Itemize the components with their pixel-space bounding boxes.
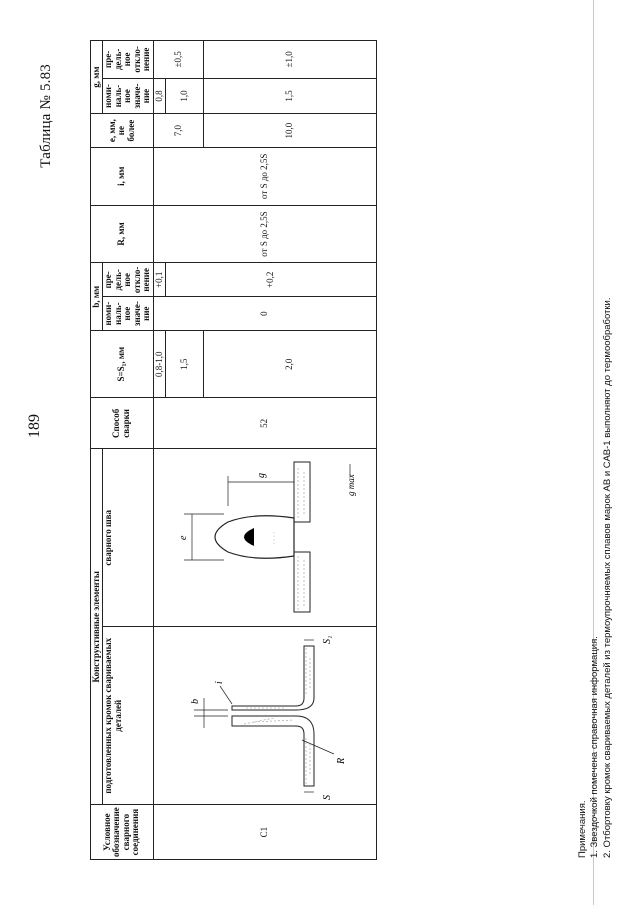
header-r: R, мм — [91, 205, 154, 263]
header-e: e, мм, не более — [91, 114, 154, 148]
weld-right-plate — [294, 462, 310, 522]
label-b: b — [189, 698, 201, 704]
note-2: 2. Отбортовку кромок свариваемых деталей из термоупрочняемых сплавов марок АВ и САВ-1 выполняют до термообработки. — [601, 297, 613, 858]
header-edges: подготовленных кромок свариваемых деталей — [103, 627, 153, 805]
cell-e-1: 7,0 — [153, 114, 203, 148]
weld-bead — [215, 516, 294, 559]
radius-leader — [302, 740, 334, 754]
cell-b-deviation-2: +0,2 — [166, 263, 377, 297]
cell-e-2: 10,0 — [204, 114, 377, 148]
cell-s-2: 1,5 — [166, 331, 204, 398]
cell-s-1: 0,8-1,0 — [153, 331, 165, 398]
left-flanged-plate — [232, 716, 314, 786]
edges-sketch-cell — [153, 627, 376, 805]
header-g: g, мм — [91, 41, 103, 114]
label-e: e — [177, 535, 189, 540]
right-flanged-plate — [232, 646, 314, 710]
data-row-sub-1 — [153, 41, 165, 860]
label-s: S — [321, 794, 333, 800]
header-b: b, мм — [91, 263, 103, 331]
rotated-table-block — [35, 40, 625, 860]
cell-i: от S до 2,5S — [153, 147, 376, 205]
header-weld: сварного шва — [103, 449, 153, 627]
cell-s-3: 2,0 — [204, 331, 377, 398]
weld-bead-texture — [244, 528, 274, 546]
cell-designation: C1 — [153, 805, 376, 860]
right-plate-hatch — [246, 648, 310, 708]
header-s: S=S₁, мм — [91, 331, 154, 398]
i-leader — [220, 686, 232, 704]
cell-g-nominal-3: 1,5 — [204, 78, 377, 114]
cell-g-deviation-2: ±1,0 — [204, 41, 377, 79]
cell-b-deviation-1: +0,1 — [153, 263, 165, 297]
table-wrap — [90, 40, 377, 860]
header-designation: Условное обозначение сварного соединения — [91, 805, 154, 860]
cell-method: 52 — [153, 398, 376, 449]
weld-sketch — [154, 450, 374, 626]
label-i: i — [213, 680, 225, 684]
header-b-deviation: пре-дель-ное откло-нение — [103, 263, 153, 297]
label-g-max: g max — [345, 474, 356, 496]
header-row-1 — [91, 41, 103, 860]
notes — [577, 297, 614, 858]
note-1: 1. Звездочкой помечена справочная информация. — [589, 636, 601, 858]
header-i: i, мм — [91, 147, 154, 205]
header-g-deviation: пре-дель-ное откло-нение — [103, 41, 153, 79]
header-g-nominal: номи-наль-ное значе-ние — [103, 78, 153, 114]
weld-sketch-cell — [153, 449, 376, 627]
label-g: g — [255, 472, 267, 478]
left-plate-hatch — [244, 718, 310, 784]
label-s1: S₁ — [321, 635, 333, 644]
cell-g-nominal-2: 1,0 — [166, 78, 204, 114]
weld-table — [90, 40, 377, 860]
page-number: 189 — [26, 414, 43, 438]
header-method: Способ сварки — [91, 398, 154, 449]
weld-left-plate — [294, 552, 310, 612]
cell-r: от S до 2,5S — [153, 205, 376, 263]
table-title: Таблица № 5.83 — [38, 64, 54, 168]
notes-title: Примечания. — [577, 800, 588, 858]
weld-plate-hatch — [298, 466, 304, 610]
cell-g-nominal-1: 0,8 — [153, 78, 165, 114]
cell-b-nominal: 0 — [153, 297, 376, 331]
edges-sketch — [154, 628, 374, 804]
header-b-nominal: номи-наль-ное значе-ние — [103, 297, 153, 331]
cell-g-deviation-1: ±0,5 — [153, 41, 203, 79]
label-r: R — [335, 757, 347, 764]
header-constructive: Конструктивные элементы — [91, 449, 103, 805]
